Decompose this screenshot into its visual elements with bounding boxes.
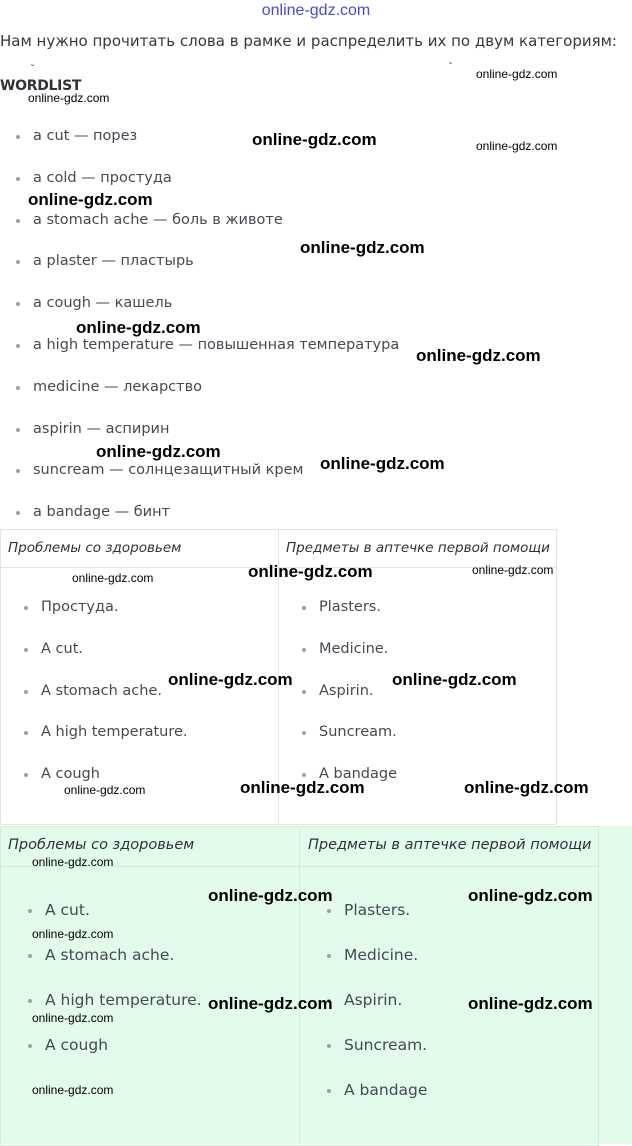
bullet-icon [28,954,32,958]
bullet-icon [327,954,331,958]
wordlist-item: a stomach ache — боль в животе [33,211,283,228]
bullet-icon [302,731,306,735]
list-item [0,367,399,409]
list-item-text: Medicine. [319,640,389,657]
bullet-icon [327,1044,331,1048]
first-aid-list [302,587,397,796]
watermark: online-gdz.com [468,886,593,905]
watermark: online-gdz.com [32,855,114,869]
list-item-text: A high temperature. [45,991,202,1009]
watermark: online-gdz.com [392,670,517,689]
column-header-first-aid: Предметы в аптечке первой помощи [286,540,550,556]
watermark: online-gdz.com [208,886,333,905]
watermark: online-gdz.com [72,571,154,585]
list-item-text: A bandage [344,1081,428,1099]
list-item-text: A cut. [45,901,90,919]
list-item [327,1068,427,1113]
list-item [24,587,188,629]
list-item [302,671,397,713]
watermark: online-gdz.com [32,927,114,941]
wordlist-item: suncream — солнцезащитный крем [33,462,304,479]
bullet-icon [28,999,32,1003]
watermark: online-gdz.com [64,783,146,797]
list-item-text: Plasters. [344,901,411,919]
bullet-icon [16,302,20,306]
list-item [24,671,188,713]
watermark: online-gdz.com [32,1011,114,1025]
bullet-icon [16,260,20,264]
health-problems-list [28,888,202,1068]
bullet-icon [16,344,20,348]
list-item [302,712,397,754]
list-item-text: Suncream. [344,1036,428,1054]
bullet-icon [24,648,28,652]
list-item [327,888,427,933]
wordlist-item: a high temperature — повышенная температура [33,336,400,353]
watermark: online-gdz.com [240,778,365,797]
bullet-icon [24,731,28,735]
column-header-health-problems: Проблемы со здоровьем [8,837,195,853]
watermark: online-gdz.com [96,442,221,461]
watermark: online-gdz.com [472,563,554,577]
watermark: online-gdz.com [476,139,558,153]
watermark: online-gdz.com [208,994,333,1013]
bullet-icon [302,773,306,777]
bullet-icon [24,773,28,777]
bullet-icon [24,606,28,610]
bullet-icon [28,909,32,913]
wordlist-item: medicine — лекарство [33,378,202,395]
watermark: online-gdz.com [464,778,589,797]
watermark: online-gdz.com [168,670,293,689]
wordlist-item: aspirin — аспирин [33,420,170,437]
list-item-text: A stomach ache. [41,682,162,699]
list-item [327,1023,427,1068]
watermark: online-gdz.com [476,67,558,81]
watermark: online-gdz.com [76,318,201,337]
bullet-icon [302,606,306,610]
list-item [24,712,188,754]
wordlist-item: a bandage — бинт [33,504,170,521]
cropped-mark: ˇ [448,62,453,73]
watermark: online-gdz.com [28,190,153,209]
list-item-text: Aspirin. [319,682,374,699]
watermark: online-gdz.com [468,994,593,1013]
watermark: online-gdz.com [416,346,541,365]
bullet-icon [16,386,20,390]
bullet-icon [16,135,20,139]
column-header-health-problems: Проблемы со здоровьем [8,540,182,556]
cropped-mark: ˇ [30,64,35,75]
watermark: online-gdz.com [320,454,445,473]
list-item [327,978,427,1023]
wordlist-item: a cold — простуда [33,169,172,186]
task-instruction: Нам нужно прочитать слова в рамке и распределить их по двум категориям: [0,32,617,50]
list-item [327,933,427,978]
list-item [302,629,397,671]
bullet-icon [24,690,28,694]
watermark: online-gdz.com [32,1083,114,1097]
first-aid-list [327,888,427,1113]
bullet-icon [327,1089,331,1093]
list-item [28,1023,202,1068]
list-item-text: Простуда. [41,599,119,615]
health-problems-list [24,587,188,796]
list-item [0,492,399,534]
bullet-icon [302,648,306,652]
watermark: online-gdz.com [28,91,110,105]
bullet-icon [16,511,20,515]
list-item-text: Aspirin. [344,991,403,1009]
bullet-icon [16,469,20,473]
list-item [24,629,188,671]
list-item-text: A high temperature. [41,724,188,741]
wordlist-title: WORDLIST [0,78,82,94]
bullet-icon [16,428,20,432]
list-item [302,587,397,629]
wordlist-item: a cut — порез [33,128,138,144]
list-item-text: A stomach ache. [45,946,175,964]
list-item-text: Suncream. [319,724,397,741]
site-header-link[interactable]: online-gdz.com [261,2,371,19]
column-header-first-aid: Предметы в аптечке первой помощи [308,837,592,853]
wordlist-item: a plaster — пластырь [33,253,194,270]
list-item-text: A cough [41,766,100,783]
watermark: online-gdz.com [252,130,377,149]
list-item-text: Medicine. [344,946,419,964]
wordlist-item: a cough — кашель [33,295,173,312]
list-item-text: A cough [45,1036,109,1054]
watermark: online-gdz.com [248,562,373,581]
bullet-icon [302,690,306,694]
list-item-text: A bandage [319,766,398,783]
bullet-icon [327,909,331,913]
bullet-icon [16,219,20,223]
watermark: online-gdz.com [300,238,425,257]
list-item-text: Plasters. [319,599,381,615]
bullet-icon [16,177,20,181]
bullet-icon [28,1044,32,1048]
list-item-text: A cut. [41,640,83,657]
